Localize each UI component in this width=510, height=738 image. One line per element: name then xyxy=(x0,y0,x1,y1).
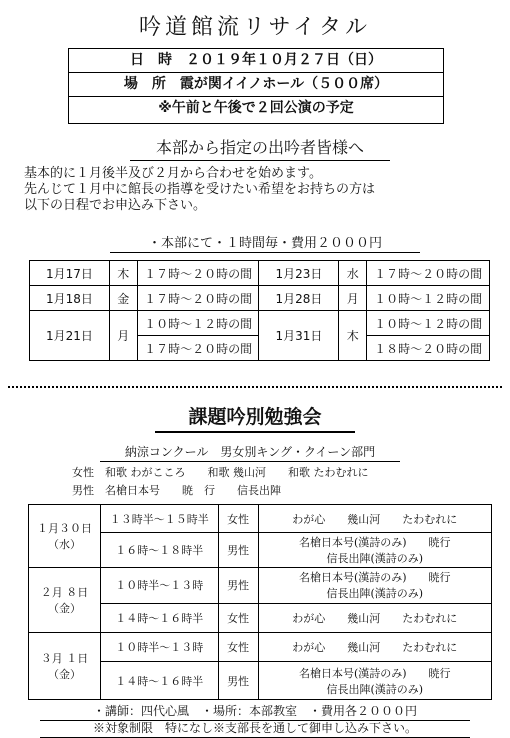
time-cell: １７時～２０時の間 xyxy=(137,286,259,311)
lesson-schedule-table xyxy=(29,260,490,361)
day-cell: 月 xyxy=(109,311,137,361)
table-row xyxy=(29,633,492,662)
day-cell: 水 xyxy=(339,261,367,286)
study-day: （金） xyxy=(47,668,81,681)
date-cell: 1月28日 xyxy=(259,286,339,311)
songs-cell xyxy=(258,533,491,568)
time-cell: １０時～１２時の間 xyxy=(367,311,490,336)
study-date: ３月 １日 xyxy=(40,652,89,665)
day-cell: 木 xyxy=(109,261,137,286)
date-cell: 1月31日 xyxy=(259,311,339,361)
gender-cell: 男性 xyxy=(218,533,258,568)
footer-details: ・講師：四代心風 ・場所：本部教室 ・費用各２０００円 xyxy=(40,702,470,721)
footer-note: ※対象制限 特になし※支部長を通して御申し込み下さい。 xyxy=(40,719,470,738)
study-day: （水） xyxy=(47,538,81,551)
study-date: １月３０日 xyxy=(36,522,92,535)
song-line: 名槍日本号(漢詩のみ) 暁行 xyxy=(298,666,451,680)
date-cell: 1月21日 xyxy=(30,311,110,361)
male-pieces: 男性 名槍日本号 暁 行 信長出陣 xyxy=(72,484,281,497)
date-cell: 1月23日 xyxy=(259,261,339,286)
gender-cell: 女性 xyxy=(218,603,258,632)
intro-line-1: 基本的に１月後半及び２月から合わせを始めます。 xyxy=(24,166,322,181)
day-cell: 木 xyxy=(339,311,367,361)
study-time-cell: １４時～１６時半 xyxy=(100,603,218,632)
gender-cell: 男性 xyxy=(218,568,258,604)
table-row xyxy=(30,261,490,286)
study-date-cell xyxy=(29,505,101,568)
study-schedule-table xyxy=(28,504,492,700)
study-time-cell: １６時～１８時半 xyxy=(100,533,218,568)
date-cell: 1月17日 xyxy=(30,261,110,286)
time-cell: １０時～１２時の間 xyxy=(367,286,490,311)
section1-subheading: ・本部にて・１時間毎・費用２０００円 xyxy=(110,232,420,253)
table-row xyxy=(30,311,490,336)
song-line: 名槍日本号(漢詩のみ) 暁行 xyxy=(298,536,451,549)
table-row xyxy=(30,286,490,311)
page-title: 吟道館流リサイタル xyxy=(138,15,372,40)
time-cell: １７時～２０時の間 xyxy=(367,261,490,286)
gender-cell: 女性 xyxy=(218,633,258,662)
event-date: 日 時 ２０１９年１０月２７日（日） xyxy=(69,49,443,73)
event-venue: 場 所 霞が関イイノホール（５００席） xyxy=(69,73,443,97)
dotted-divider xyxy=(8,386,502,388)
study-time-cell: １４時～１６時半 xyxy=(100,662,218,700)
time-cell: １８時～２０時の間 xyxy=(367,336,490,361)
study-date-cell xyxy=(29,568,101,633)
song-line: 信長出陣(漢詩のみ) xyxy=(326,682,424,696)
intro-line-2: 先んじて１月中に館長の指導を受けたい希望をお持ちの方は xyxy=(24,182,376,197)
event-note: ※午前と午後で２回公演の予定 xyxy=(158,100,354,116)
study-time-cell: １０時半～１３時 xyxy=(100,568,218,604)
date-cell: 1月18日 xyxy=(30,286,110,311)
song-line: 信長出陣(漢詩のみ) xyxy=(326,587,424,601)
study-day: （金） xyxy=(47,602,81,615)
table-row xyxy=(29,568,492,604)
intro-line-3: 以下の日程でお申込み下さい。 xyxy=(24,198,207,213)
table-row xyxy=(29,505,492,533)
day-cell: 金 xyxy=(109,286,137,311)
time-cell: １０時～１２時の間 xyxy=(137,311,259,336)
study-time-cell: １０時半～１３時 xyxy=(100,633,218,662)
intro-text xyxy=(24,166,504,214)
event-info-box xyxy=(68,48,444,124)
song-line: 信長出陣(漢詩のみ) xyxy=(326,552,424,565)
songs-cell: わが心 幾山河 たわむれに xyxy=(258,505,491,533)
songs-cell xyxy=(258,568,491,604)
section2-subheading: 納涼コンクール 男女別キング・クイーン部門 xyxy=(100,443,400,462)
day-cell: 月 xyxy=(339,286,367,311)
songs-cell: わが心 幾山河 たわむれに xyxy=(258,633,491,662)
section1-heading: 本部から指定の出吟者皆様へ xyxy=(130,135,390,161)
gender-cell: 男性 xyxy=(218,662,258,700)
song-line: 名槍日本号(漢詩のみ) 暁行 xyxy=(298,571,451,585)
songs-cell: わが心 幾山河 たわむれに xyxy=(258,603,491,632)
gender-cell: 女性 xyxy=(218,505,258,533)
songs-cell xyxy=(258,662,491,700)
female-pieces: 女性 和歌 わがこころ 和歌 幾山河 和歌 たわむれに xyxy=(72,466,369,479)
time-cell: １７時～２０時の間 xyxy=(137,261,259,286)
time-cell: １７時～２０時の間 xyxy=(137,336,259,361)
study-time-cell: １３時半～１５時半 xyxy=(100,505,218,533)
study-date: ２月 ８日 xyxy=(40,586,89,599)
section2-heading: 課題吟別勉強会 xyxy=(155,402,355,433)
study-date-cell xyxy=(29,633,101,700)
